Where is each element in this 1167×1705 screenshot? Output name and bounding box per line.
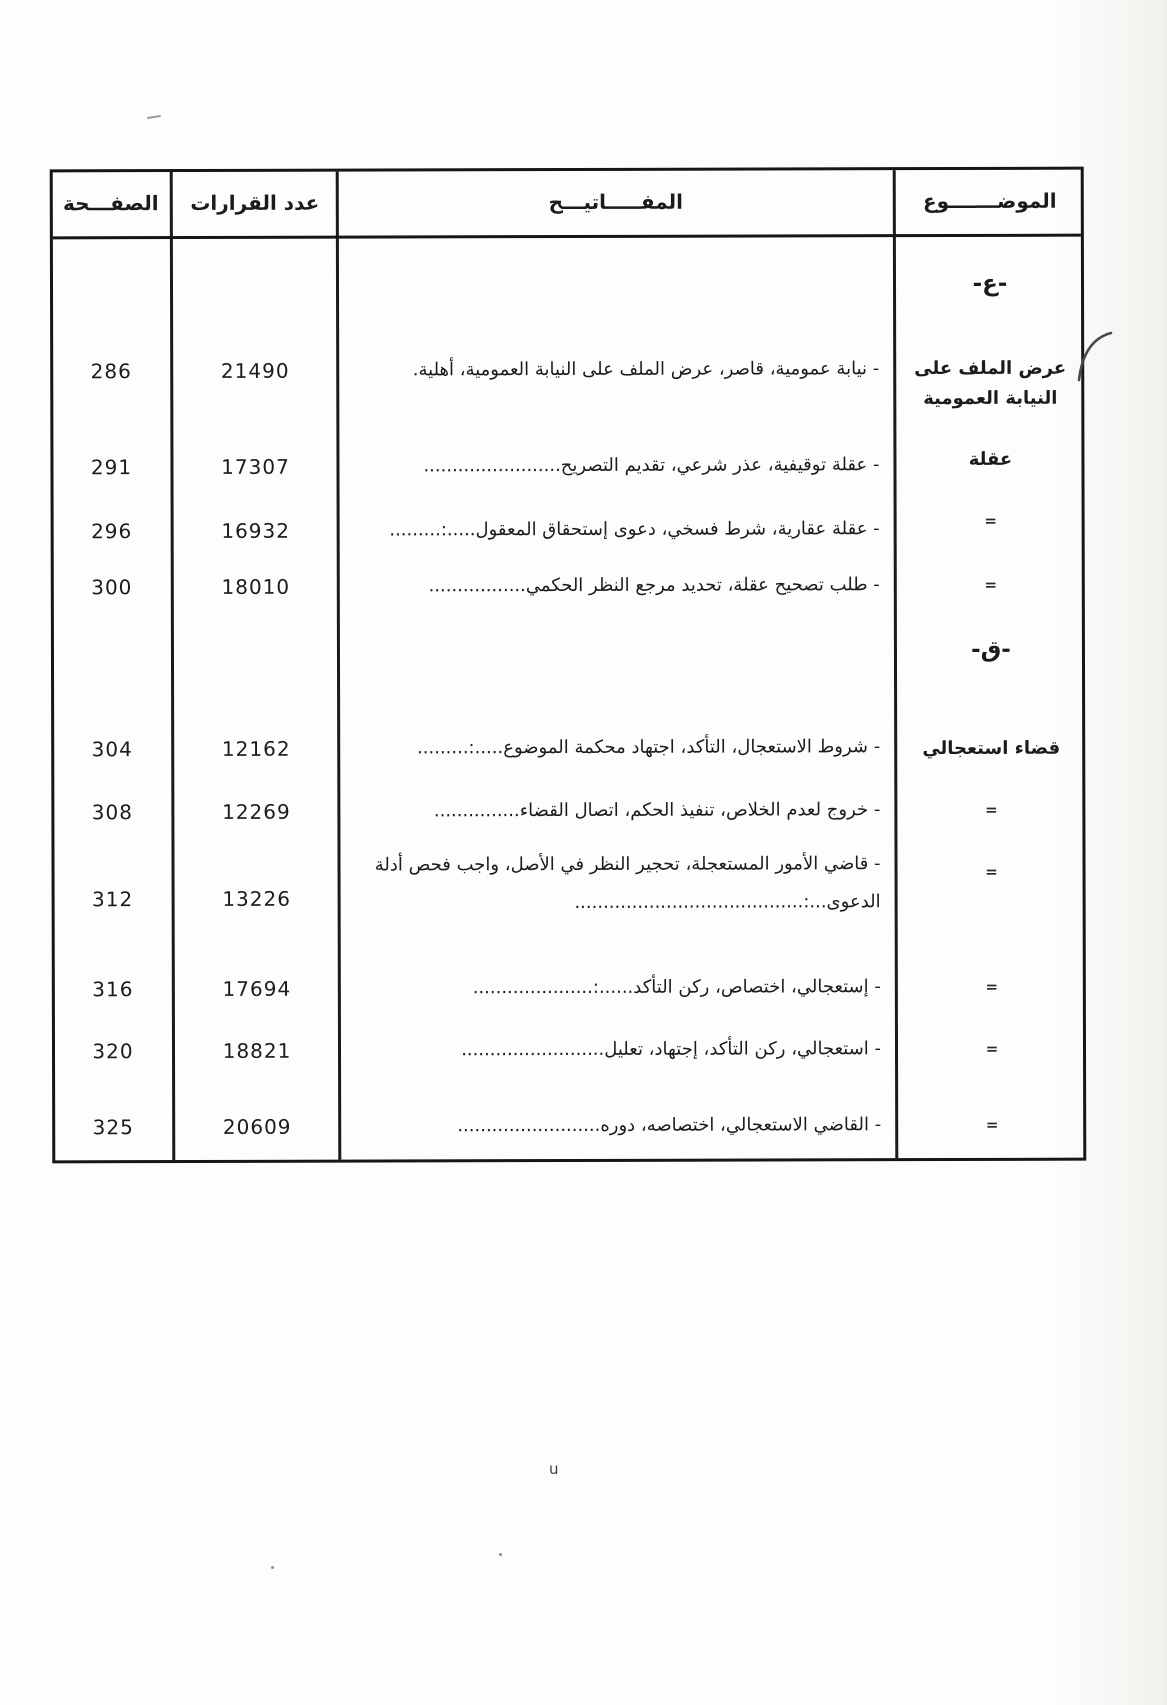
row-key-text: - خروج لعدم الخلاص، تنفيذ الحكم، اتصال القضاء............... [433, 799, 881, 822]
header-separator [53, 234, 1081, 240]
row-decisions-number: 13226 [222, 886, 291, 911]
row-page-number: 291 [90, 455, 133, 480]
row-subject-ditto: = [984, 575, 998, 594]
index-table [50, 167, 1087, 1164]
scan-speck [271, 1566, 274, 1569]
row-decisions-number: 17307 [221, 454, 290, 479]
row-decisions-number: 17694 [222, 976, 292, 1001]
footer-mark: u [549, 1460, 558, 1478]
row-page-number: 296 [91, 519, 133, 544]
header-decisions-column: عدد القرارات [190, 190, 320, 215]
row-key-text: - نيابة عمومية، قاصر، عرض الملف على النيابة العمومية، أهلية. [412, 358, 880, 381]
row-key-text: - إستعجالي، اختصاص، ركن التأكد......:..................... [472, 976, 881, 999]
row-decisions-number: 18010 [221, 574, 291, 599]
row-subject-ditto: = [985, 977, 999, 996]
row-decisions-number: 20609 [222, 1114, 292, 1139]
row-key-text: - طلب تصحيح عقلة، تحديد مرجع النظر الحكمي................. [428, 574, 880, 597]
row-decisions-number: 12269 [222, 799, 291, 824]
row-page-number: 312 [91, 887, 134, 912]
row-page-number: 300 [91, 575, 133, 600]
row-key-text: - استعجالي، ركن التأكد، إجتهاد، تعليل......................... [461, 1038, 882, 1061]
row-page-number: 286 [90, 359, 132, 384]
row-key-text: - قاضي الأمور المستعجلة، تحجير النظر في الأصل، واجب فحص أدلة الدعوى...:........................................ [374, 853, 881, 913]
row-page-number: 325 [92, 1115, 134, 1140]
row-page-number: 316 [92, 977, 134, 1002]
row-decisions-number: 21490 [220, 358, 290, 383]
row-page-number: 304 [91, 737, 133, 762]
row-decisions-number: 12162 [221, 736, 291, 761]
header-page-column: الصفـــحة [62, 191, 159, 216]
header-subject-column: الموضـــــــوع [922, 188, 1057, 214]
scan-speck-dash [147, 115, 161, 119]
row-key-text: - القاضي الاستعجالي، اختصاصه، دوره......................... [457, 1114, 882, 1137]
scan-speck [499, 1553, 502, 1556]
row-key-text: - شروط الاستعجال، التأكد، اجتهاد محكمة الموضوع.....:......... [417, 736, 881, 759]
section-marker-ain: -ع- [972, 270, 1008, 297]
row-subject: قضاء استعجالي [922, 737, 1061, 760]
row-subject-ditto: = [985, 862, 998, 881]
row-key-text: - عقلة توقيفية، عذر شرعي، تقديم التصريح........................ [423, 454, 880, 477]
header-keys-column: المفـــــاتيـــح [548, 189, 684, 215]
row-key-text: - عقلة عقارية، شرط فسخي، دعوى إستحقاق المعقول.....:......... [389, 518, 880, 541]
column-divider [170, 172, 176, 1160]
row-page-number: 320 [92, 1039, 134, 1064]
row-decisions-number: 18821 [222, 1038, 292, 1063]
row-subject: عقلة [968, 448, 1013, 470]
column-divider [336, 172, 342, 1160]
row-subject: عرض الملف على النيابة العمومية [914, 357, 1067, 410]
row-subject-ditto: = [985, 800, 998, 819]
row-subject-ditto: = [985, 1039, 999, 1058]
row-subject-ditto: = [984, 511, 997, 530]
section-marker-qaf: -ق- [971, 636, 1011, 663]
row-decisions-number: 16932 [221, 518, 290, 543]
row-subject-ditto: = [985, 1115, 999, 1134]
scan-hook-mark [1076, 330, 1114, 386]
row-page-number: 308 [91, 800, 134, 825]
